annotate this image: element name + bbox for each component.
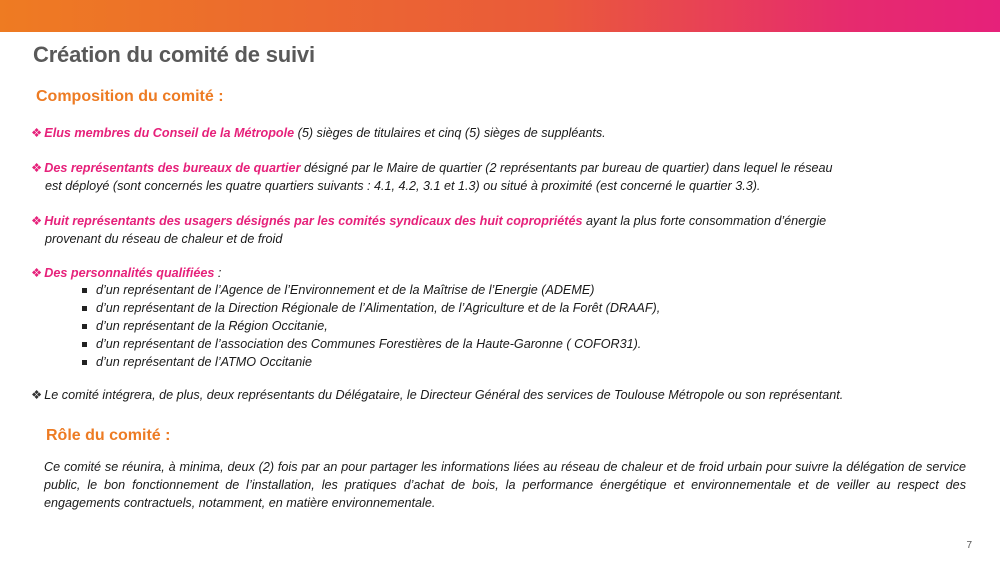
diamond-bullet-icon: ❖ bbox=[31, 214, 43, 228]
composition-item-elus bbox=[31, 124, 976, 142]
item-text-continued: provenant du réseau de chaleur et de froid bbox=[45, 232, 283, 246]
diamond-bullet-icon: ❖ bbox=[31, 388, 43, 402]
list-item: d’un représentant de l’ATMO Occitanie bbox=[82, 353, 660, 371]
diamond-bullet-icon: ❖ bbox=[31, 126, 43, 140]
item-text: : bbox=[214, 266, 222, 280]
composition-heading: Composition du comité : bbox=[36, 88, 224, 105]
list-item: d’un représentant de l’Agence de l’Environnement et de la Maîtrise de l’Energie (ADEME) bbox=[82, 281, 660, 299]
item-text-continued: est déployé (sont concernés les quatre quartiers suivants : 4.1, 4.2, 3.1 et 1.3) ou situé à proximité (est concerné le quartier 3.3). bbox=[45, 179, 761, 193]
composition-closing-note bbox=[31, 386, 976, 404]
list-item: d’un représentant de la Direction Régionale de l’Alimentation, de l’Agriculture et de la Forêt (DRAAF), bbox=[82, 299, 660, 317]
item-text: ayant la plus forte consommation d’énergie bbox=[582, 214, 827, 228]
page-number: 7 bbox=[966, 540, 972, 551]
closing-text: Le comité intégrera, de plus, deux représentants du Délégataire, le Directeur Général des services de Toulouse Métropole ou son représentant. bbox=[44, 388, 844, 402]
item-text: (5) sièges de titulaires et cinq (5) sièges de suppléants. bbox=[294, 126, 606, 140]
role-paragraph: Ce comité se réunira, à minima, deux (2) fois par an pour partager les informations liées au réseau de chaleur et de froid urbain pour suivre la délégation de service public, le bon fonctionnement de l’installation, les pratiques d’achat de bois, la performance énergétique et environnementale et de veiller au respect des engagements contractuels, notamment, en matière environnementale. bbox=[44, 460, 966, 510]
item-lead: Elus membres du Conseil de la Métropole bbox=[44, 126, 295, 140]
role-heading: Rôle du comité : bbox=[46, 427, 171, 444]
item-text: désigné par le Maire de quartier (2 représentants par bureau de quartier) dans lequel le réseau bbox=[300, 161, 833, 175]
page-title: Création du comité de suivi bbox=[33, 42, 315, 67]
diamond-bullet-icon: ❖ bbox=[31, 266, 43, 280]
item-lead: Des personnalités qualifiées bbox=[44, 266, 215, 280]
item-lead: Huit représentants des usagers désignés par les comités syndicaux des huit copropriétés bbox=[44, 214, 583, 228]
personnalites-sub-list bbox=[82, 281, 660, 371]
diamond-bullet-icon: ❖ bbox=[31, 161, 43, 175]
item-lead: Des représentants des bureaux de quartier bbox=[44, 161, 301, 175]
composition-item-quartier bbox=[31, 159, 976, 195]
list-item: d’un représentant de l’association des Communes Forestières de la Haute-Garonne ( COFOR31). bbox=[82, 335, 660, 353]
composition-item-personnalites bbox=[31, 264, 976, 282]
header-gradient-band bbox=[0, 0, 1000, 32]
list-item: d’un représentant de la Région Occitanie, bbox=[82, 317, 660, 335]
composition-item-usagers bbox=[31, 212, 976, 248]
